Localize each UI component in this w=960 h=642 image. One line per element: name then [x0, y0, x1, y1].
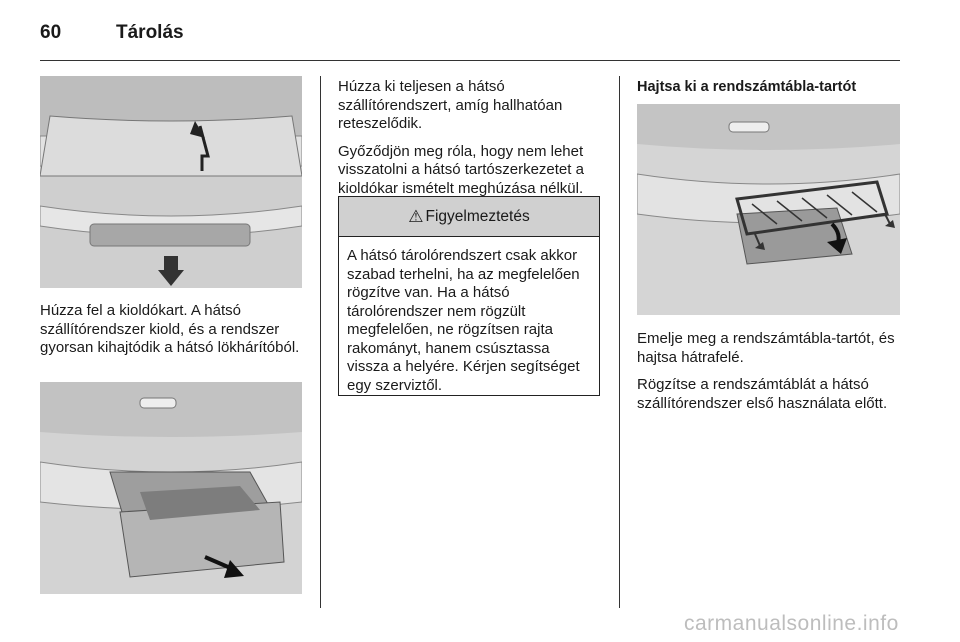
column2-text: [338, 78, 606, 207]
page-header: [40, 16, 900, 56]
warning-box: [338, 196, 600, 396]
warning-header: [339, 197, 599, 237]
figure-release-lever: [40, 76, 302, 288]
column2-paragraph1: Húzza ki teljesen a hátsó szállítórendszert, amíg hallhatóan reteszelődik.: [338, 78, 563, 132]
license-plate-holder-fold-icon: [637, 104, 900, 315]
chapter-title: Tárolás: [116, 22, 184, 43]
warning-body: A hátsó tárolórendszert csak akkor szabad terhelni, ha az megfelelően rögzítve van. Ha a hátsó tárolórendszer nem rögzült megfelelően, ne rögzítsen rajta rakományt, hanem csúsztassa vissza a helyére. Kérjen segítséget egy szerviztől.: [347, 247, 580, 394]
car-rear-bumper-release-icon: [40, 76, 302, 288]
figure-carrier-pulled-out: [40, 382, 302, 594]
rear-carrier-drawer-pull-out-icon: [40, 382, 302, 594]
warning-triangle-icon: ⚠: [408, 206, 424, 226]
column3-text: [637, 330, 900, 422]
header-divider: [40, 60, 900, 61]
column3-paragraph1: Emelje meg a rendszámtábla-tartót, és hajtsa hátrafelé.: [637, 330, 895, 366]
column2-paragraph2: Győződjön meg róla, hogy nem lehet visszatolni a hátsó tartószerkezetet a kioldókar ismételt meghúzása nélkül.: [338, 142, 584, 197]
page-number: 60: [40, 22, 62, 43]
warning-title: Figyelmeztetés: [425, 207, 530, 225]
watermark: carmanualsonline.info: [684, 612, 899, 635]
column1-paragraph1: Húzza fel a kioldókart. A hátsó szállítórendszer kiold, és a rendszer gyorsan kihajtódik a hátsó lökhárítóból.: [40, 302, 300, 356]
column-divider-1: [320, 76, 321, 608]
column3-heading: Hajtsa ki a rendszámtábla-tartót: [637, 79, 857, 95]
column-divider-2: [619, 76, 620, 608]
figure-license-plate-holder: [637, 104, 900, 315]
column3-paragraph2: Rögzítse a rendszámtáblát a hátsó szállítórendszer első használata előtt.: [637, 376, 888, 412]
